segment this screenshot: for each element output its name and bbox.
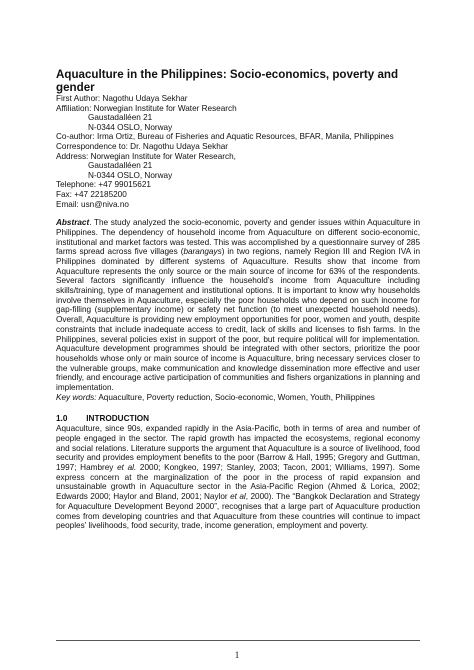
introduction-paragraph: [56, 424, 420, 531]
telephone: Telephone: +47 99015621: [56, 180, 151, 190]
first-author: First Author: Nagothu Udaya Sekhar: [56, 94, 188, 103]
intro-etal-2: et al: [230, 492, 246, 502]
address: Address: Norwegian Institute for Water Research,: [56, 151, 236, 161]
coauthor: Co-author: Irma Ortiz, Bureau of Fisheries and Aquatic Resources, BFAR, Manila, Philippines: [56, 132, 394, 142]
section-title: INTRODUCTION: [86, 414, 150, 424]
affiliation: Affiliation: Norwegian Institute for Water Research: [56, 103, 237, 113]
abstract-label: Abstract: [56, 218, 90, 228]
introduction-section: [56, 414, 420, 530]
paper-title: Aquaculture in the Philippines: Socio-economics, poverty and gender: [56, 68, 399, 94]
intro-etal-1: et al.: [117, 463, 137, 472]
section-number: 1.0: [56, 414, 68, 424]
abstract-barangays: barangays: [183, 247, 222, 257]
author-block: [56, 94, 420, 209]
abstract-text-2: ) in two regions, namely Region III and Region IVA in Philippines dominated by different systems of Aquaculture. Results show that income from Aquaculture represents the only source or the main source of income for 63% of the respondents. Several factors significantly influence the household’s income from Aquaculture including skills/training, type of management and institutional options. It is important to know why households involve themselves in Aquaculture, especially the poor households who depend on such income for gap-filling (supplementary income) or safety net function (to meet unexpected household needs). Overall, Aquaculture is providing new employment opportunities for poor, women and youth, despite constraints that include inadequate access to credit, lack of skills and licenses to fish farms. In the Philippines, several policies exist in support of the poor, but require political will for implementation. Aquaculture development programmes should be integrated with other sectors, prioritize the poor households whose only or main source of income is Aquaculture, bring necessary services closer to the vulnerable groups, make communication and knowledge dissemination more effective and user friendly, and encourage active participation of communities and fishers organizations in planning and implementation.: [56, 247, 421, 393]
intro-text-2: 2000; Kongkeo, 1997; Stanley, 2003; Tacon, 2001; Williams, 1997). Some express concern at the marginalization of the poor in the process of rapid expansion and unsustainable growth in Aquaculture sector in the Asia-Pacific Region (Ahmed & Lorica, 2002; Edwards 2000; Haylor and Bland, 2001; Naylor: [56, 463, 420, 502]
affiliation-city: N-0344 OSLO, Norway: [88, 122, 173, 132]
footer-rule: [56, 640, 420, 641]
correspondence: Correspondence to: Dr. Nagothu Udaya Sekhar: [56, 141, 229, 151]
address-street: Gaustadalléen 21: [88, 161, 153, 171]
section-heading: [56, 414, 420, 424]
address-city: N-0344 OSLO, Norway: [88, 170, 173, 180]
email[interactable]: Email: usn@niva.no: [56, 199, 129, 209]
intro-text-1: Aquaculture, since 90s, expanded rapidly in the Asia-Pacific, both in terms of area and number of people engaged in the sector. The rapid growth has impacted the ecosystems, regional economy and social relations. Literature supports the argument that Aquaculture is a source of livelihood, food security and provides employment benefits to the poor (Barrow & Hall, 1995; Gregory and Guttman, 1997; Hambrey: [56, 424, 420, 472]
keywords-text: Aquaculture, Poverty reduction, Socio-economic, Women, Youth, Philippines: [96, 392, 375, 402]
keywords-label: Key words:: [56, 392, 97, 402]
keywords: [56, 393, 420, 403]
abstract: [56, 218, 420, 393]
page-number: 1: [234, 650, 240, 660]
page-body: [56, 68, 420, 531]
fax: Fax: +47 22185200: [56, 189, 127, 199]
abstract-text-1: . The study analyzed the socio-economic, poverty and gender issues within Aquaculture in Philippines. The dependency of household income from Aquaculture on different socio-economic, institutional and market factors was tested. This was accomplished by a questionnaire survey of 285 farms spread across five villages (: [56, 218, 420, 257]
intro-text-3: , 2000). The “Bangkok Declaration and Strategy for Aquaculture Development Beyond 2000”, recognises that a large part of Aquaculture production comes from developing countries and that Aquaculture from these countries will continue to impact peoples’ livelihoods, food security, trade, income generation, employment and poverty.: [56, 492, 420, 531]
affiliation-street: Gaustadalléen 21: [88, 113, 153, 123]
